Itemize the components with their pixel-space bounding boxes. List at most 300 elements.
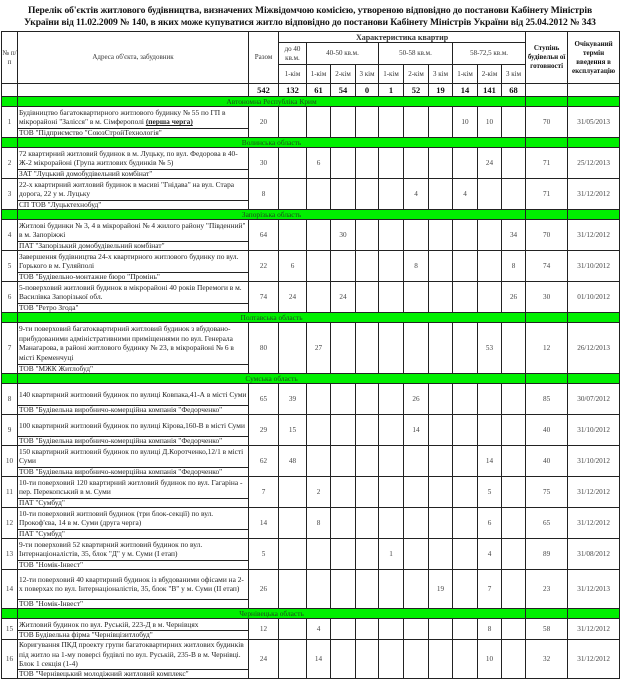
object-total: 14 xyxy=(249,508,279,539)
object-address-text: 9-ти поверховий багатоквартирний житловий будинок з вбудовано-прибудованими адміністративними приміщеннями по вул. Генерала Манагарова, в районі житлового будинку № 23, в мікрорайоні № 6 в місті Кременчуці xyxy=(19,324,234,362)
object-deadline: 31/12/2012 xyxy=(568,508,620,539)
address-cell xyxy=(18,570,249,609)
apartments-40-50-1: 6 xyxy=(307,148,331,179)
apartments-upto40-1 xyxy=(279,508,307,539)
object-readiness: 85 xyxy=(526,384,568,415)
apartments-40-50-1 xyxy=(307,415,331,446)
apartments-58-72-1 xyxy=(453,323,478,374)
apartments-50-58-3 xyxy=(429,384,453,415)
object-developer: ПАТ "Сумбуд" xyxy=(19,528,65,538)
apartments-58-72-2: 4 xyxy=(478,539,502,570)
object-address xyxy=(18,179,248,201)
address-cell xyxy=(18,384,249,415)
apartments-50-58-2: 8 xyxy=(404,251,429,282)
region-spacer xyxy=(526,609,568,619)
object-developer: ТОВ "Підприємство "СоюзСтройТехнологія" xyxy=(19,127,162,137)
object-address xyxy=(18,508,248,530)
object-total: 74 xyxy=(249,282,279,313)
apartments-upto40-1 xyxy=(279,148,307,179)
title-line-1: Перелік об'єктів житлового будівництва, визначених Міжвідомчою комісією, утвореною відповідно до постанови Кабінету Міністрів xyxy=(27,5,593,16)
object-address xyxy=(18,384,248,406)
apartments-58-72-3 xyxy=(502,570,526,609)
object-total: 26 xyxy=(249,570,279,609)
object-row xyxy=(2,251,620,282)
region-spacer xyxy=(2,97,18,107)
apartments-58-72-2: 8 xyxy=(478,619,502,640)
object-developer: СП ТОВ "Луцьктехнобуд" xyxy=(19,199,102,209)
apartments-40-50-1 xyxy=(307,446,331,477)
apartments-58-72-3 xyxy=(502,384,526,415)
object-total: 8 xyxy=(249,179,279,210)
apartments-50-58-2 xyxy=(404,640,429,679)
apartments-50-58-3 xyxy=(429,477,453,508)
apartments-50-58-1 xyxy=(379,570,404,609)
object-deadline: 31/05/2013 xyxy=(568,107,620,138)
header-room2: 2-кім xyxy=(331,65,356,84)
apartments-upto40-1 xyxy=(279,477,307,508)
object-total: 24 xyxy=(249,640,279,679)
apartments-40-50-1 xyxy=(307,539,331,570)
apartments-40-50-2 xyxy=(331,446,356,477)
apartments-upto40-1 xyxy=(279,570,307,609)
apartments-50-58-3: 19 xyxy=(429,570,453,609)
object-deadline: 31/12/2012 xyxy=(568,619,620,640)
apartments-58-72-3 xyxy=(502,107,526,138)
apartments-40-50-3 xyxy=(356,107,379,138)
apartments-40-50-1: 4 xyxy=(307,619,331,640)
apartments-40-50-2 xyxy=(331,570,356,609)
apartments-40-50-1: 2 xyxy=(307,477,331,508)
region-spacer xyxy=(526,97,568,107)
apartments-50-58-1 xyxy=(379,384,404,415)
apartments-50-58-2 xyxy=(404,508,429,539)
object-row xyxy=(2,282,620,313)
header-room2: 2-кім xyxy=(478,65,502,84)
object-readiness: 40 xyxy=(526,415,568,446)
region-name: Чернівецька область xyxy=(18,609,526,619)
header-group-50-58: 50-58 кв.м. xyxy=(379,43,453,65)
apartments-50-58-3 xyxy=(429,640,453,679)
address-cell xyxy=(18,323,249,374)
apartments-50-58-2 xyxy=(404,446,429,477)
apartments-50-58-1 xyxy=(379,415,404,446)
apartments-upto40-1: 24 xyxy=(279,282,307,313)
object-address-text: Завершення будівництва 24-х квартирного житлового будинку по вул. Горького в м. Гуляйполі xyxy=(19,251,239,271)
object-total: 80 xyxy=(249,323,279,374)
object-deadline: 31/08/2012 xyxy=(568,539,620,570)
object-address-text: 72 квартирний житловий будинок в м. Луцьку, по вул. Федорова в 40-Ж-2 мікрорайоні (Група житлових будинків № 5) xyxy=(19,148,238,168)
apartments-58-72-3 xyxy=(502,640,526,679)
object-address-text: 140 квартирний житловий будинок по вулиці Ковпака,41-А в місті Суми xyxy=(19,389,247,399)
apartments-40-50-3 xyxy=(356,619,379,640)
object-readiness: 70 xyxy=(526,107,568,138)
object-readiness: 32 xyxy=(526,640,568,679)
apartments-50-58-2 xyxy=(404,619,429,640)
apartments-50-58-1 xyxy=(379,179,404,210)
apartments-50-58-1 xyxy=(379,477,404,508)
apartments-40-50-3 xyxy=(356,179,379,210)
object-readiness: 71 xyxy=(526,179,568,210)
object-developer: ТОВ "Номік-Інвест" xyxy=(19,559,84,569)
address-cell xyxy=(18,477,249,508)
apartments-upto40-1: 48 xyxy=(279,446,307,477)
address-cell xyxy=(18,508,249,539)
object-address xyxy=(18,477,248,499)
apartments-40-50-3 xyxy=(356,323,379,374)
apartments-58-72-1 xyxy=(453,415,478,446)
object-row xyxy=(2,570,620,609)
apartments-58-72-3 xyxy=(502,148,526,179)
apartments-40-50-2 xyxy=(331,508,356,539)
apartments-58-72-3 xyxy=(502,508,526,539)
row-number: 10 xyxy=(2,446,18,477)
row-number: 16 xyxy=(2,640,18,679)
apartments-40-50-2: 24 xyxy=(331,282,356,313)
row-number: 12 xyxy=(2,508,18,539)
object-address xyxy=(18,539,248,561)
object-deadline: 31/12/2012 xyxy=(568,477,620,508)
object-readiness: 89 xyxy=(526,539,568,570)
row-number: 7 xyxy=(2,323,18,374)
object-address-text: Коригування ПКД проекту групи багатоквартирних житлових будинків під житло на 1-му поверсі будівлі по вул. Руській, 235-В в м. Чернівці. Блок 1 секція (1-4) xyxy=(19,640,244,668)
apartments-58-72-2 xyxy=(478,220,502,251)
apartments-40-50-1 xyxy=(307,570,331,609)
object-row xyxy=(2,179,620,210)
apartments-50-58-2 xyxy=(404,282,429,313)
object-readiness: 71 xyxy=(526,148,568,179)
apartments-40-50-1 xyxy=(307,251,331,282)
object-total: 12 xyxy=(249,619,279,640)
apartments-50-58-3 xyxy=(429,508,453,539)
object-address xyxy=(18,148,248,170)
apartments-50-58-1 xyxy=(379,508,404,539)
apartments-58-72-1 xyxy=(453,251,478,282)
header-readiness: Ступінь будівельн ої готовності xyxy=(526,32,568,84)
object-deadline: 31/12/2012 xyxy=(568,640,620,679)
totals-row xyxy=(2,84,620,97)
object-readiness: 70 xyxy=(526,220,568,251)
object-developer: ТОВ "Будівельна виробничо-комерційна компанія "Федорченко" xyxy=(19,466,223,476)
apartments-40-50-3 xyxy=(356,508,379,539)
object-total: 20 xyxy=(249,107,279,138)
totals-total: 542 xyxy=(249,84,279,97)
apartments-58-72-1 xyxy=(453,477,478,508)
object-address xyxy=(18,323,248,365)
apartments-58-72-3: 8 xyxy=(502,251,526,282)
address-cell xyxy=(18,539,249,570)
object-developer: ТОВ "Чернівецький молодіжний житловий комплекс" xyxy=(19,668,189,678)
totals-40-50-2: 54 xyxy=(331,84,356,97)
object-total: 62 xyxy=(249,446,279,477)
region-name: Автономна Республіка Крим xyxy=(18,97,526,107)
object-row xyxy=(2,619,620,640)
apartments-40-50-2 xyxy=(331,179,356,210)
apartments-40-50-1: 8 xyxy=(307,508,331,539)
object-address xyxy=(18,415,248,437)
apartments-40-50-2 xyxy=(331,539,356,570)
address-cell xyxy=(18,415,249,446)
object-readiness: 30 xyxy=(526,282,568,313)
apartments-40-50-1: 14 xyxy=(307,640,331,679)
apartments-upto40-1 xyxy=(279,179,307,210)
object-row xyxy=(2,323,620,374)
row-number: 2 xyxy=(2,148,18,179)
apartments-upto40-1: 39 xyxy=(279,384,307,415)
region-row xyxy=(2,313,620,323)
object-address-note: (перша черга) xyxy=(145,117,193,127)
apartments-upto40-1 xyxy=(279,323,307,374)
apartments-40-50-2: 30 xyxy=(331,220,356,251)
object-row xyxy=(2,107,620,138)
address-cell xyxy=(18,107,249,138)
address-cell xyxy=(18,220,249,251)
apartments-50-58-3 xyxy=(429,619,453,640)
region-spacer xyxy=(568,97,620,107)
apartments-50-58-3 xyxy=(429,251,453,282)
apartments-40-50-1 xyxy=(307,220,331,251)
apartments-50-58-1 xyxy=(379,148,404,179)
object-deadline: 31/12/2013 xyxy=(568,570,620,609)
header-room1: 1-кім xyxy=(379,65,404,84)
row-number: 13 xyxy=(2,539,18,570)
apartments-50-58-2: 14 xyxy=(404,415,429,446)
apartments-58-72-2: 7 xyxy=(478,570,502,609)
object-deadline: 31/12/2012 xyxy=(568,179,620,210)
object-total: 22 xyxy=(249,251,279,282)
row-number: 8 xyxy=(2,384,18,415)
object-developer: ТОВ "Ретро Згода" xyxy=(19,302,79,312)
header-address: Адреса об'єкта, забудовник xyxy=(18,32,249,84)
region-spacer xyxy=(2,210,18,220)
apartments-40-50-1 xyxy=(307,384,331,415)
object-deadline: 31/12/2012 xyxy=(568,220,620,251)
row-number: 4 xyxy=(2,220,18,251)
header-num: № п/п xyxy=(2,32,18,84)
region-spacer xyxy=(2,313,18,323)
header-room1: 1-кім xyxy=(307,65,331,84)
apartments-50-58-1 xyxy=(379,282,404,313)
row-number: 11 xyxy=(2,477,18,508)
object-developer: ПАТ "Запорізький домобудівельний комбінат" xyxy=(19,240,165,250)
object-readiness: 75 xyxy=(526,477,568,508)
apartments-58-72-3 xyxy=(502,415,526,446)
object-address xyxy=(18,570,248,600)
apartments-40-50-3 xyxy=(356,477,379,508)
object-address-text: 10-ти поверховий 120 квартирний житловий будинок по вул. Гагаріна - пер. Перекопський в м. Суми xyxy=(19,477,243,497)
apartments-58-72-2 xyxy=(478,282,502,313)
object-developer: ТОВ "МЖК Житлобуд" xyxy=(19,363,94,373)
address-cell xyxy=(18,282,249,313)
row-number: 14 xyxy=(2,570,18,609)
apartments-50-58-2 xyxy=(404,107,429,138)
apartments-50-58-1 xyxy=(379,619,404,640)
apartments-upto40-1 xyxy=(279,220,307,251)
object-address xyxy=(18,640,248,670)
apartments-40-50-3 xyxy=(356,220,379,251)
apartments-40-50-2 xyxy=(331,323,356,374)
object-deadline: 01/10/2012 xyxy=(568,282,620,313)
object-address-text: 9-ти поверховий 52 квартирний житловий будинок по вул. Інтернаціоналістів, 35, блок "Д" у м. Суми (І етап) xyxy=(19,539,203,559)
apartments-58-72-1 xyxy=(453,384,478,415)
region-spacer xyxy=(526,374,568,384)
object-address-text: Житлові будинки № 3, 4 в мікрорайоні № 4 жилого району "Південний" в м. Запоріжжі xyxy=(19,220,246,240)
object-readiness: 65 xyxy=(526,508,568,539)
apartments-40-50-3 xyxy=(356,640,379,679)
address-cell xyxy=(18,179,249,210)
object-row xyxy=(2,415,620,446)
apartments-50-58-2 xyxy=(404,477,429,508)
totals-50-58-3: 19 xyxy=(429,84,453,97)
header-room3: 3 кім xyxy=(429,65,453,84)
apartments-58-72-3 xyxy=(502,446,526,477)
object-address xyxy=(18,282,248,304)
region-spacer xyxy=(568,138,620,148)
address-cell xyxy=(18,251,249,282)
header-room3: 3 кім xyxy=(356,65,379,84)
object-developer: ТОВ Будівельна фірма "Чернівцізитлобуд" xyxy=(19,629,153,639)
apartments-50-58-1 xyxy=(379,251,404,282)
apartments-58-72-3 xyxy=(502,619,526,640)
object-row xyxy=(2,220,620,251)
region-row xyxy=(2,374,620,384)
title-line-2: України від 11.02.2009 № 140, в яких може купуватися житло відповідно до постанови Кабінету Міністрів України від 25.04.2012 № 343 xyxy=(24,17,596,28)
apartments-40-50-3 xyxy=(356,148,379,179)
totals-40-50-3: 0 xyxy=(356,84,379,97)
apartments-58-72-1 xyxy=(453,148,478,179)
apartments-58-72-1: 4 xyxy=(453,179,478,210)
apartments-58-72-1 xyxy=(453,539,478,570)
apartments-upto40-1: 15 xyxy=(279,415,307,446)
object-total: 65 xyxy=(249,384,279,415)
address-cell xyxy=(18,446,249,477)
apartments-58-72-1 xyxy=(453,640,478,679)
header-group-upto40: до 40 кв.м. xyxy=(279,43,307,65)
object-address-text: 100 квартирний житловий будинок по вулиці Кірова,160-В в місті Суми xyxy=(19,420,245,430)
object-address xyxy=(18,446,248,468)
apartments-50-58-1 xyxy=(379,640,404,679)
object-row xyxy=(2,148,620,179)
apartments-upto40-1 xyxy=(279,539,307,570)
region-spacer xyxy=(568,609,620,619)
apartments-58-72-1: 10 xyxy=(453,107,478,138)
object-address xyxy=(18,619,248,631)
totals-label xyxy=(18,84,249,97)
object-row xyxy=(2,446,620,477)
region-row xyxy=(2,138,620,148)
apartments-40-50-1 xyxy=(307,282,331,313)
apartments-40-50-3 xyxy=(356,384,379,415)
apartments-40-50-1 xyxy=(307,107,331,138)
apartments-50-58-2 xyxy=(404,148,429,179)
region-row xyxy=(2,210,620,220)
apartments-50-58-1 xyxy=(379,107,404,138)
apartments-50-58-3 xyxy=(429,220,453,251)
apartments-58-72-2: 14 xyxy=(478,446,502,477)
apartments-50-58-1: 1 xyxy=(379,539,404,570)
totals-deadline xyxy=(568,84,620,97)
region-row xyxy=(2,609,620,619)
apartments-50-58-1 xyxy=(379,220,404,251)
apartments-40-50-2 xyxy=(331,640,356,679)
object-readiness: 23 xyxy=(526,570,568,609)
region-spacer xyxy=(2,138,18,148)
header-group-40-50: 40-50 кв.м. xyxy=(307,43,379,65)
object-deadline: 31/10/2012 xyxy=(568,415,620,446)
totals-40-50-1: 61 xyxy=(307,84,331,97)
address-cell xyxy=(18,619,249,640)
apartments-50-58-2: 4 xyxy=(404,179,429,210)
apartments-58-72-1 xyxy=(453,446,478,477)
object-row xyxy=(2,384,620,415)
apartments-50-58-3 xyxy=(429,323,453,374)
object-address xyxy=(18,220,248,242)
apartments-40-50-3 xyxy=(356,446,379,477)
object-deadline: 30/07/2012 xyxy=(568,384,620,415)
object-total: 64 xyxy=(249,220,279,251)
region-spacer xyxy=(526,210,568,220)
region-name: Волинська область xyxy=(18,138,526,148)
apartments-50-58-2: 26 xyxy=(404,384,429,415)
header-room1: 1-кім xyxy=(279,65,307,84)
object-developer: ТОВ "Будівельна виробничо-комерційна компанія "Федорченко" xyxy=(19,435,223,445)
row-number: 1 xyxy=(2,107,18,138)
object-total: 29 xyxy=(249,415,279,446)
object-row xyxy=(2,539,620,570)
apartments-58-72-3 xyxy=(502,477,526,508)
apartments-40-50-3 xyxy=(356,251,379,282)
totals-num xyxy=(2,84,18,97)
header-total: Разом xyxy=(249,32,279,84)
document-title xyxy=(0,0,620,31)
apartments-58-72-2: 10 xyxy=(478,640,502,679)
apartments-40-50-2 xyxy=(331,107,356,138)
totals-readiness xyxy=(526,84,568,97)
apartments-58-72-3 xyxy=(502,179,526,210)
apartments-40-50-1: 27 xyxy=(307,323,331,374)
header-characteristics: Характеристика квартир xyxy=(279,32,526,43)
header-room3: 3 кім xyxy=(502,65,526,84)
apartments-58-72-2 xyxy=(478,251,502,282)
apartments-upto40-1 xyxy=(279,619,307,640)
row-number: 6 xyxy=(2,282,18,313)
apartments-40-50-1 xyxy=(307,179,331,210)
row-number: 5 xyxy=(2,251,18,282)
apartments-50-58-3 xyxy=(429,446,453,477)
apartments-40-50-2 xyxy=(331,384,356,415)
object-total: 30 xyxy=(249,148,279,179)
apartments-58-72-3 xyxy=(502,539,526,570)
region-row xyxy=(2,97,620,107)
apartments-50-58-3 xyxy=(429,415,453,446)
object-address-text: 12-ти поверховий 40 квартирний будинок із вбудованими офісами на 2-х поверхах по вул. Інтернаціоналістів, 35, блок "В" у м. Суми (ІІ етап) xyxy=(19,574,244,594)
totals-upto40-1: 132 xyxy=(279,84,307,97)
apartments-50-58-1 xyxy=(379,446,404,477)
object-deadline: 26/12/2013 xyxy=(568,323,620,374)
apartments-50-58-3 xyxy=(429,179,453,210)
apartments-58-72-3: 34 xyxy=(502,220,526,251)
apartments-58-72-2: 6 xyxy=(478,508,502,539)
region-spacer xyxy=(2,374,18,384)
object-deadline: 25/12/2013 xyxy=(568,148,620,179)
region-spacer xyxy=(2,609,18,619)
apartments-58-72-1 xyxy=(453,570,478,609)
apartments-50-58-3 xyxy=(429,107,453,138)
apartments-58-72-2 xyxy=(478,384,502,415)
header-deadline: Очікуваний термін введення в експлуатацію xyxy=(568,32,620,84)
object-total: 7 xyxy=(249,477,279,508)
region-spacer xyxy=(568,210,620,220)
object-address-text: Житловий будинок по вул. Руській, 223-Д в м. Чернівцях xyxy=(19,619,199,629)
